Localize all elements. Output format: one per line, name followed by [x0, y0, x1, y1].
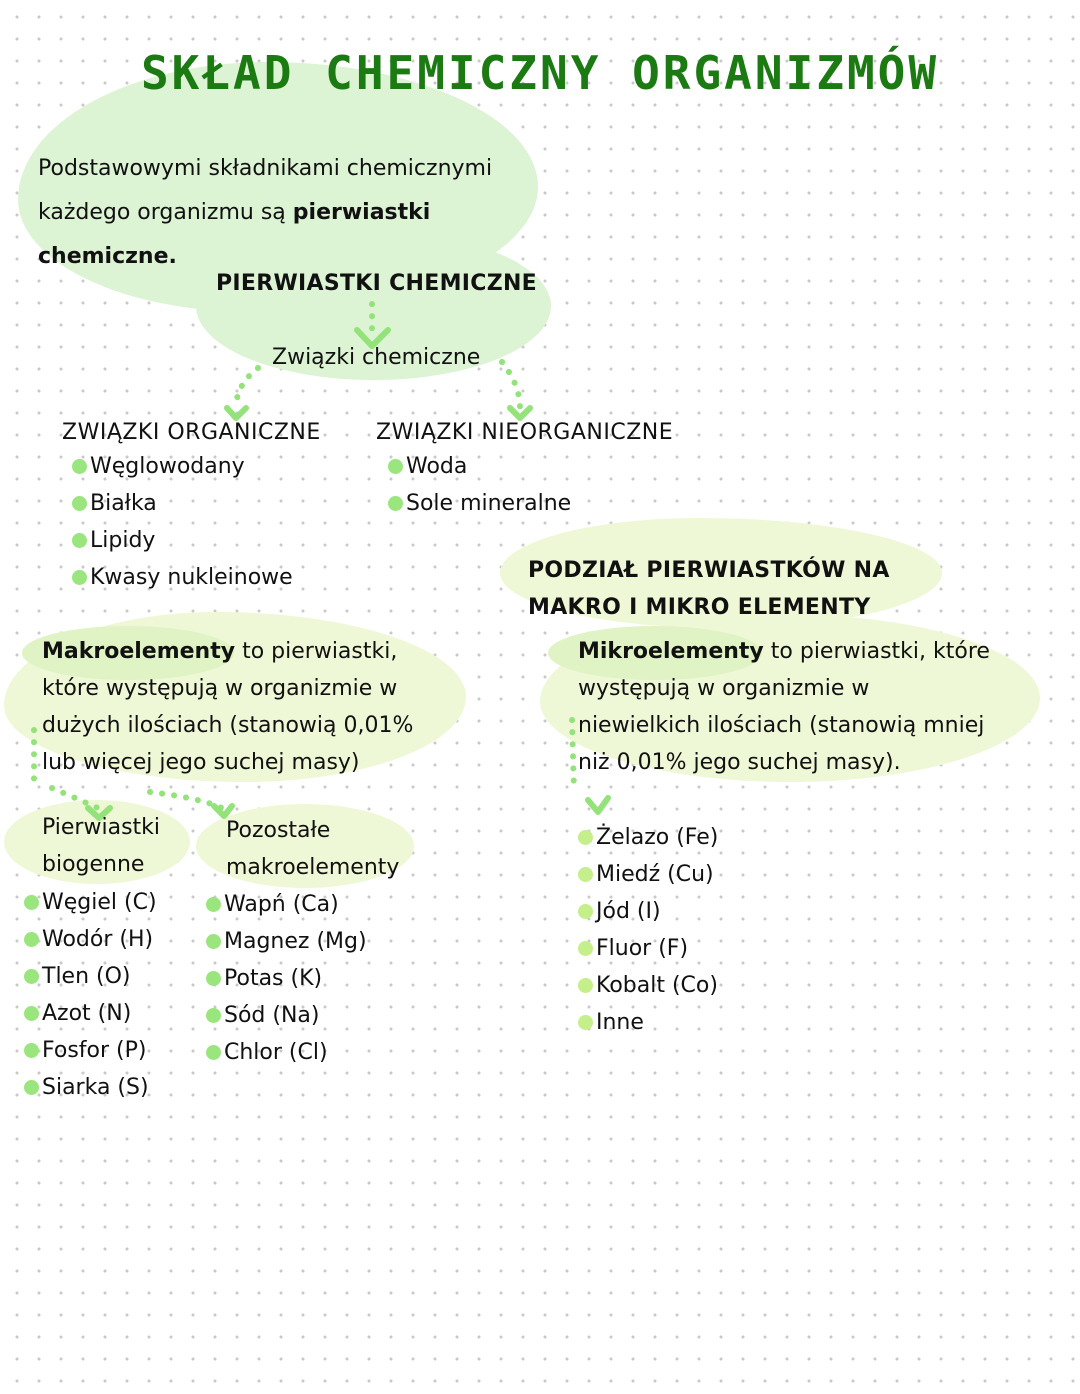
- list-item: Fosfor (P): [24, 1032, 157, 1069]
- list-item: Węgiel (C): [24, 884, 157, 921]
- list-item: Woda: [388, 448, 571, 485]
- leaf-bullet-icon: [24, 895, 39, 910]
- leaf-bullet-icon: [578, 904, 593, 919]
- list-item: Sole mineralne: [388, 485, 571, 522]
- micro-term: Mikroelementy: [578, 639, 764, 664]
- division-heading: [528, 552, 890, 626]
- leaf-bullet-icon: [388, 459, 403, 474]
- division-line2: MAKRO I MIKRO ELEMENTY: [528, 595, 871, 620]
- list-item: Magnez (Mg): [206, 923, 367, 960]
- page-title: SKŁAD CHEMICZNY ORGANIZMÓW: [140, 46, 940, 100]
- leaf-bullet-icon: [24, 932, 39, 947]
- leaf-bullet-icon: [578, 1015, 593, 1030]
- intro-line2-bold: pierwiastki: [292, 200, 431, 225]
- leaf-bullet-icon: [24, 1043, 39, 1058]
- inorganic-list: [388, 448, 571, 522]
- list-item: Fluor (F): [578, 930, 718, 967]
- list-item: Białka: [72, 485, 293, 522]
- list-item: Żelazo (Fe): [578, 819, 718, 856]
- list-item: Sód (Na): [206, 997, 367, 1034]
- biogenic-header: Pierwiastki biogenne: [42, 815, 161, 877]
- leaf-bullet-icon: [72, 570, 87, 585]
- biogenic-list: [24, 884, 157, 1106]
- list-item: Azot (N): [24, 995, 157, 1032]
- macro-term: Makroelementy: [42, 639, 236, 664]
- organic-header: ZWIĄZKI ORGANICZNE: [62, 420, 321, 445]
- other-macro-list: [206, 886, 367, 1071]
- list-item: Lipidy: [72, 522, 293, 559]
- leaf-bullet-icon: [578, 978, 593, 993]
- list-item: Wodór (H): [24, 921, 157, 958]
- leaf-bullet-icon: [206, 1008, 221, 1023]
- other-macro-header: Pozostałe makroelementy: [226, 818, 400, 880]
- intro-text: [38, 147, 492, 279]
- micro-list: [578, 819, 718, 1041]
- division-line1: PODZIAŁ PIERWIASTKÓW NA: [528, 558, 890, 583]
- leaf-bullet-icon: [578, 830, 593, 845]
- list-item: Potas (K): [206, 960, 367, 997]
- list-item: Węglowodany: [72, 448, 293, 485]
- leaf-bullet-icon: [72, 533, 87, 548]
- leaf-bullet-icon: [206, 971, 221, 986]
- list-item: Wapń (Ca): [206, 886, 367, 923]
- flow-middle-label: Związki chemiczne: [272, 345, 481, 370]
- leaf-bullet-icon: [72, 459, 87, 474]
- leaf-bullet-icon: [206, 934, 221, 949]
- list-item: Inne: [578, 1004, 718, 1041]
- list-item: Kobalt (Co): [578, 967, 718, 1004]
- leaf-bullet-icon: [24, 1006, 39, 1021]
- micro-definition: Mikroelementy to pierwiastki, które występują w organizmie w niewielkich ilościach (stanowią mniej niż 0,01% jego suchej masy).: [578, 639, 990, 775]
- leaf-bullet-icon: [578, 867, 593, 882]
- list-item: Siarka (S): [24, 1069, 157, 1106]
- flow-top-label: PIERWIASTKI CHEMICZNE: [216, 271, 538, 296]
- list-item: Tlen (O): [24, 958, 157, 995]
- list-item: Miedź (Cu): [578, 856, 718, 893]
- list-item: Jód (I): [578, 893, 718, 930]
- leaf-bullet-icon: [206, 897, 221, 912]
- leaf-bullet-icon: [578, 941, 593, 956]
- leaf-bullet-icon: [206, 1045, 221, 1060]
- leaf-bullet-icon: [388, 496, 403, 511]
- leaf-bullet-icon: [72, 496, 87, 511]
- list-item: Kwasy nukleinowe: [72, 559, 293, 596]
- intro-line3-bold: chemiczne.: [38, 244, 177, 269]
- macro-definition: Makroelementy to pierwiastki, które występują w organizmie w dużych ilościach (stanowią 0,01% lub więcej jego suchej masy): [42, 639, 414, 775]
- leaf-bullet-icon: [24, 969, 39, 984]
- intro-line1: Podstawowymi składnikami chemicznymi: [38, 156, 493, 181]
- intro-line2-prefix: każdego organizmu są: [38, 200, 293, 225]
- leaf-bullet-icon: [24, 1080, 39, 1095]
- list-item: Chlor (Cl): [206, 1034, 367, 1071]
- inorganic-header: ZWIĄZKI NIEORGANICZNE: [376, 420, 674, 445]
- organic-list: [72, 448, 293, 596]
- intro-line2: [38, 191, 492, 235]
